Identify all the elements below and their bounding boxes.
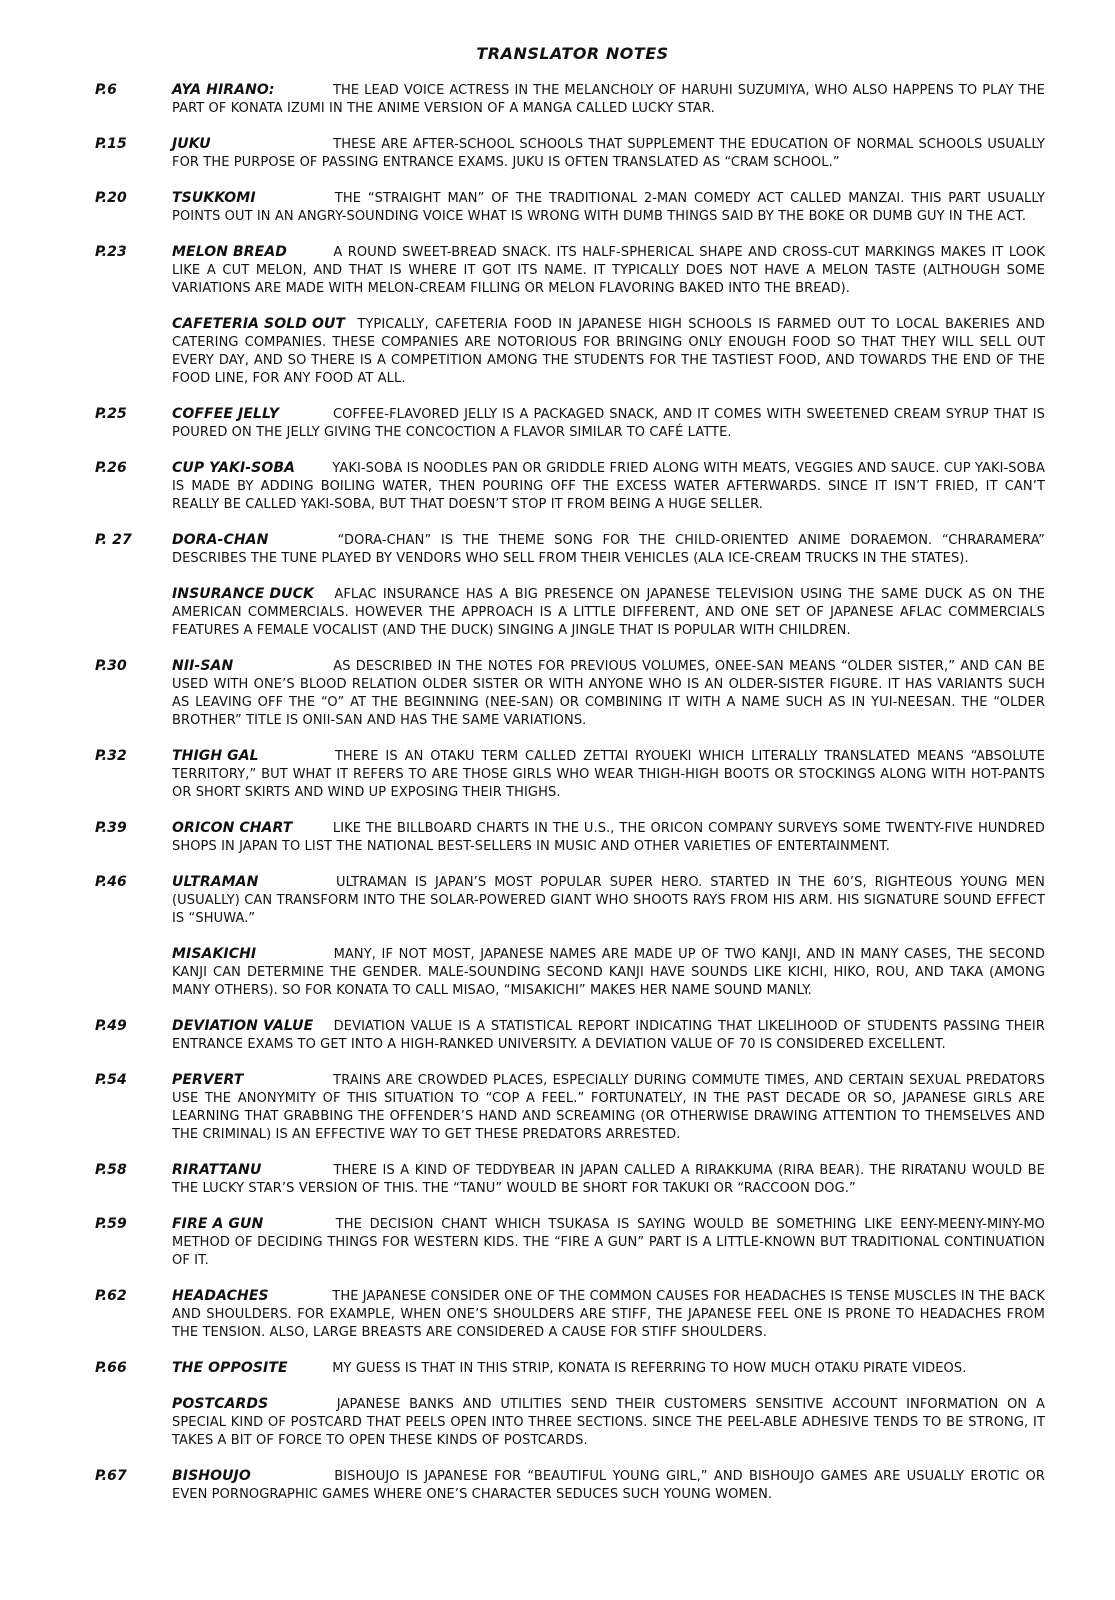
note-text: ULTRAMAN IS JAPAN’S MOST POPULAR SUPER HERO. STARTED IN THE 60’S, RIGHTEOUS YOUNG MEN (USUALLY) CAN TRANSFORM INTO THE SOLAR-POWERED GIANT WHO SHOOTS RAYS FROM HIS ARM. HIS SIGNATURE SOUND EFFECT IS “SHUWA.” xyxy=(172,875,1046,926)
note-term: FIRE A GUN xyxy=(172,1216,264,1232)
note-entry xyxy=(95,81,1045,118)
note-entry xyxy=(172,945,1045,1000)
note-entry xyxy=(172,585,1045,640)
note-page-ref: P.23 xyxy=(95,244,127,260)
note-entry xyxy=(95,189,1045,226)
note-text: TRAINS ARE CROWDED PLACES, ESPECIALLY DURING COMMUTE TIMES, AND CERTAIN SEXUAL PREDATORS USE THE ANONYMITY OF THIS SITUATION TO “COP A FEEL.” FORTUNATELY, IN THE PAST DECADE OR SO, JAPANESE GIRLS ARE LEARNING THAT GRABBING THE OFFENDER’S HAND AND SCREAMING (OR OTHERWISE DRAWING ATTENTION TO THEMSELVES AND THE CRIMINAL) IS AN EFFECTIVE WAY TO GET THESE PREDATORS ARRESTED. xyxy=(172,1073,1045,1142)
note-text: COFFEE-FLAVORED JELLY IS A PACKAGED SNACK, AND IT COMES WITH SWEETENED CREAM SYRUP THAT IS POURED ON THE JELLY GIVING THE CONCOCTION A FLAVOR SIMILAR TO CAFÉ LATTE. xyxy=(172,407,1046,440)
note-text: THE DECISION CHANT WHICH TSUKASA IS SAYING WOULD BE SOMETHING LIKE EENY-MEENY-MINY-MO METHOD OF DECIDING THINGS FOR WESTERN KIDS. THE “FIRE A GUN” PART IS A LITTLE-KNOWN BUT TRADITIONAL CONTINUATION OF IT. xyxy=(172,1217,1045,1268)
note-page-ref: P.39 xyxy=(95,820,127,836)
note-entry xyxy=(95,405,1046,442)
note-term: MELON BREAD xyxy=(172,244,287,260)
note-page-ref: P.54 xyxy=(95,1072,127,1088)
note-entry xyxy=(95,657,1045,730)
note-entry xyxy=(95,1287,1045,1342)
note-entry xyxy=(95,1359,1045,1378)
note-entry xyxy=(95,459,1046,514)
note-text: BISHOUJO IS JAPANESE FOR “BEAUTIFUL YOUNG GIRL,” AND BISHOUJO GAMES ARE USUALLY EROTIC OR EVEN PORNOGRAPHIC GAMES WHERE ONE’S CHARACTER SEDUCES SUCH YOUNG WOMEN. xyxy=(172,1469,1045,1502)
note-text: THE “STRAIGHT MAN” OF THE TRADITIONAL 2-MAN COMEDY ACT CALLED MANZAI. THIS PART USUALLY POINTS OUT IN AN ANGRY-SOUNDING VOICE WHAT IS WRONG WITH DUMB THINGS SAID BY THE BOKE OR DUMB GUY IN THE ACT. xyxy=(172,191,1045,224)
note-page-ref: P.32 xyxy=(95,748,127,764)
note-entry xyxy=(95,819,1046,856)
note-entry xyxy=(95,531,1045,568)
note-page-ref: P.49 xyxy=(95,1018,127,1034)
note-text: AFLAC INSURANCE HAS A BIG PRESENCE ON JAPANESE TELEVISION USING THE SAME DUCK AS ON THE AMERICAN COMMERCIALS. HOWEVER THE APPROACH IS A LITTLE DIFFERENT, AND ONE SET OF JAPANESE AFLAC COMMERCIALS FEATURES A FEMALE VOCALIST (AND THE DUCK) SINGING A JINGLE THAT IS POPULAR WITH CHILDREN. xyxy=(172,587,1045,638)
note-term: THE OPPOSITE xyxy=(172,1360,288,1376)
note-term: ULTRAMAN xyxy=(172,874,259,890)
note-text: TYPICALLY, CAFETERIA FOOD IN JAPANESE HIGH SCHOOLS IS FARMED OUT TO LOCAL BAKERIES AND CATERING COMPANIES. THESE COMPANIES ARE NOTORIOUS FOR BRINGING ONLY ENOUGH FOOD SO THAT THEY WILL SELL OUT EVERY DAY, AND SO THERE IS A COMPETITION AMONG THE STUDENTS FOR THE TASTIEST FOOD, AND TOWARDS THE END OF THE FOOD LINE, FOR ANY FOOD AT ALL. xyxy=(172,317,1045,386)
note-term: PERVERT xyxy=(172,1072,244,1088)
note-entry xyxy=(95,747,1045,802)
note-text: YAKI-SOBA IS NOODLES PAN OR GRIDDLE FRIED ALONG WITH MEATS, VEGGIES AND SAUCE. CUP YAKI-SOBA IS MADE BY ADDING BOILING WATER, THEN POURING OFF THE EXCESS WATER AFTERWARDS. SINCE IT ISN’T FRIED, IT CAN’T REALLY BE CALLED YAKI-SOBA, BUT THAT DOESN’T STOP IT FROM BEING A HUGE SELLER. xyxy=(172,461,1046,512)
note-term: DORA-CHAN xyxy=(172,532,269,548)
note-page-ref: P.26 xyxy=(95,460,127,476)
note-page-ref: P.15 xyxy=(95,136,127,152)
note-entry xyxy=(95,1017,1045,1054)
note-text: AS DESCRIBED IN THE NOTES FOR PREVIOUS VOLUMES, ONEE-SAN MEANS “OLDER SISTER,” AND CAN BE USED WITH ONE’S BLOOD RELATION OLDER SISTER OR WITH ANYONE WHO IS AN OLDER-SISTER FIGURE. IT HAS VARIANTS SUCH AS LEAVING OFF THE “O” AT THE BEGINNING (NEE-SAN) OR COMBINING IT WITH A NAME SUCH AS IN YUI-NEESAN. THE “OLDER BROTHER” TITLE IS ONII-SAN AND HAS THE SAME VARIATIONS. xyxy=(172,659,1045,728)
note-page-ref: P.6 xyxy=(95,82,118,98)
note-term: THIGH GAL xyxy=(172,748,259,764)
note-page-ref: P.66 xyxy=(95,1360,127,1376)
note-page-ref: P.67 xyxy=(95,1468,127,1484)
note-entry xyxy=(172,1395,1045,1450)
note-text: THERE IS A KIND OF TEDDYBEAR IN JAPAN CALLED A RIRAKKUMA (RIRA BEAR). THE RIRATANU WOULD BE THE LUCKY STAR’S VERSION OF THIS. THE “TANU” WOULD BE SHORT FOR TAKUKI OR “RACCOON DOG.” xyxy=(172,1163,1045,1196)
note-term: RIRATTANU xyxy=(172,1162,262,1178)
note-page-ref: P.30 xyxy=(95,658,127,674)
note-page-ref: P.46 xyxy=(95,874,127,890)
note-page-ref: P.20 xyxy=(95,190,127,206)
note-text: “DORA-CHAN” IS THE THEME SONG FOR THE CHILD-ORIENTED ANIME DORAEMON. “CHRARAMERA” DESCRIBES THE TUNE PLAYED BY VENDORS WHO SELL FROM THEIR VEHICLES (ALA ICE-CREAM TRUCKS IN THE STATES). xyxy=(172,533,1045,566)
note-entry xyxy=(95,873,1046,928)
note-term: AYA HIRANO: xyxy=(172,82,275,98)
note-text: MANY, IF NOT MOST, JAPANESE NAMES ARE MADE UP OF TWO KANJI, AND IN MANY CASES, THE SECOND KANJI CAN DETERMINE THE GENDER. MALE-SOUNDING SECOND KANJI HAVE SOUNDS LIKE KICHI, HIKO, ROU, AND TAKA (AMONG MANY OTHERS). SO FOR KONATA TO CALL MISAO, “MISAKICHI” MAKES HER NAME SOUND MANLY. xyxy=(172,947,1045,998)
note-term: INSURANCE DUCK xyxy=(172,586,314,602)
note-page-ref: P.62 xyxy=(95,1288,127,1304)
note-term: MISAKICHI xyxy=(172,946,257,962)
note-term: TSUKKOMI xyxy=(172,190,256,206)
note-page-ref: P.59 xyxy=(95,1216,127,1232)
note-page-ref: P.58 xyxy=(95,1162,127,1178)
note-term: COFFEE JELLY xyxy=(172,406,280,422)
note-term: POSTCARDS xyxy=(172,1396,269,1412)
page-title: TRANSLATOR NOTES xyxy=(476,44,669,63)
note-text: DEVIATION VALUE IS A STATISTICAL REPORT INDICATING THAT LIKELIHOOD OF STUDENTS PASSING THEIR ENTRANCE EXAMS TO GET INTO A HIGH-RANKED UNIVERSITY. A DEVIATION VALUE OF 70 IS CONSIDERED EXCELLENT. xyxy=(172,1019,1045,1052)
note-text: THESE ARE AFTER-SCHOOL SCHOOLS THAT SUPPLEMENT THE EDUCATION OF NORMAL SCHOOLS USUALLY FOR THE PURPOSE OF PASSING ENTRANCE EXAMS. JUKU IS OFTEN TRANSLATED AS “CRAM SCHOOL.” xyxy=(172,137,1046,170)
note-term: ORICON CHART xyxy=(172,820,293,836)
note-term: CUP YAKI-SOBA xyxy=(172,460,296,476)
note-page-ref: P. 27 xyxy=(95,532,132,548)
note-text: LIKE THE BILLBOARD CHARTS IN THE U.S., THE ORICON COMPANY SURVEYS SOME TWENTY-FIVE HUNDRED SHOPS IN JAPAN TO LIST THE NATIONAL BEST-SELLERS IN MUSIC AND OTHER VARIETIES OF ENTERTAINMENT. xyxy=(172,821,1046,854)
note-entry xyxy=(95,135,1046,172)
note-page-ref: P.25 xyxy=(95,406,127,422)
note-text: THE JAPANESE CONSIDER ONE OF THE COMMON CAUSES FOR HEADACHES IS TENSE MUSCLES IN THE BACK AND SHOULDERS. FOR EXAMPLE, WHEN ONE’S SHOULDERS ARE STIFF, THE JAPANESE FEEL ONE IS PRONE TO HEADACHES FROM THE TENSION. ALSO, LARGE BREASTS ARE CONSIDERED A CAUSE FOR STIFF SHOULDERS. xyxy=(172,1289,1045,1340)
note-entry xyxy=(95,1161,1045,1198)
note-entry xyxy=(172,315,1045,388)
notes-list xyxy=(0,81,1115,1504)
note-term: NII-SAN xyxy=(172,658,234,674)
note-entry xyxy=(95,1467,1045,1504)
note-text: THERE IS AN OTAKU TERM CALLED ZETTAI RYOUEKI WHICH LITERALLY TRANSLATED MEANS “ABSOLUTE TERRITORY,” BUT WHAT IT REFERS TO ARE THOSE GIRLS WHO WEAR THIGH-HIGH BOOTS OR STOCKINGS ALONG WITH HOT-PANTS OR SHORT SKIRTS AND WIND UP EXPOSING THEIR THIGHS. xyxy=(172,749,1045,800)
note-term: JUKU xyxy=(172,136,211,152)
note-text: MY GUESS IS THAT IN THIS STRIP, KONATA IS REFERRING TO HOW MUCH OTAKU PIRATE VIDEOS. xyxy=(332,1361,967,1376)
note-text: JAPANESE BANKS AND UTILITIES SEND THEIR CUSTOMERS SENSITIVE ACCOUNT INFORMATION ON A SPECIAL KIND OF POSTCARD THAT PEELS OPEN INTO THREE SECTIONS. SINCE THE PEEL-ABLE ADHESIVE TENDS TO BE STRONG, IT TAKES A BIT OF FORCE TO OPEN THESE KINDS OF POSTCARDS. xyxy=(172,1397,1046,1448)
note-text: A ROUND SWEET-BREAD SNACK. ITS HALF-SPHERICAL SHAPE AND CROSS-CUT MARKINGS MAKES IT LOOK LIKE A CUT MELON, AND THAT IS WHERE IT GOT ITS NAME. IT TYPICALLY DOES NOT HAVE A MELON TASTE (ALTHOUGH SOME VARIATIONS ARE MADE WITH MELON-CREAM FILLING OR MELON FLAVORING BAKED INTO THE BREAD). xyxy=(172,245,1046,296)
note-term: BISHOUJO xyxy=(172,1468,251,1484)
note-term: CAFETERIA SOLD OUT xyxy=(172,316,346,332)
note-text: THE LEAD VOICE ACTRESS IN THE MELANCHOLY OF HARUHI SUZUMIYA, WHO ALSO HAPPENS TO PLAY THE PART OF KONATA IZUMI IN THE ANIME VERSION OF A MANGA CALLED LUCKY STAR. xyxy=(172,83,1045,116)
note-term: DEVIATION VALUE xyxy=(172,1018,314,1034)
note-entry xyxy=(95,1215,1045,1270)
note-term: HEADACHES xyxy=(172,1288,269,1304)
note-entry xyxy=(95,243,1046,298)
note-entry xyxy=(95,1071,1045,1144)
